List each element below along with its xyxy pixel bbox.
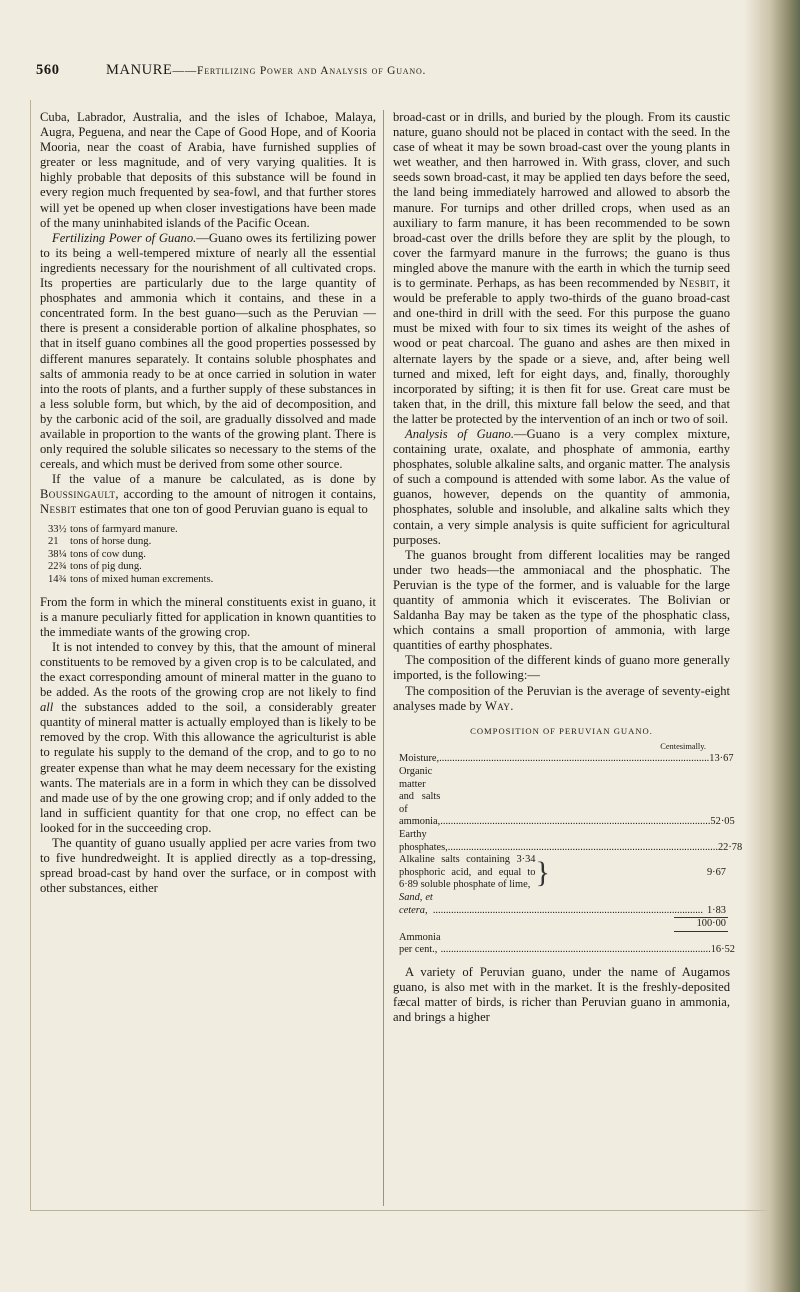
- paragraph: A variety of Peruvian guano, under the name of Augamos guano, is also met with in the market. It is the freshly-deposited fæcal matter of birds, is richer than Peruvian guano in ammonia, and brings a higher: [393, 964, 730, 1025]
- page-number: 560: [36, 62, 60, 78]
- paragraph-text: .: [510, 698, 514, 713]
- table-row: [399, 829, 743, 854]
- row-value: 9·67: [706, 866, 726, 878]
- row-label: Moisture,: [399, 753, 440, 765]
- author-name: Boussingault: [40, 487, 116, 502]
- running-title-sub: ——Fertilizing Power and Analysis of Guano.: [172, 65, 427, 77]
- paragraph-text: estimates that one ton of good Peruvian guano is equal to: [76, 502, 368, 517]
- left-column: [40, 110, 376, 896]
- paragraph-analysis: [393, 427, 730, 548]
- leader-dots: ........................................................................................................: [440, 944, 711, 956]
- list-text: tons of horse dung.: [70, 536, 152, 548]
- composition-table: [399, 741, 743, 957]
- paragraph-text: If the value of a manure be calculated, as is done by: [52, 472, 376, 487]
- table-row: [399, 892, 730, 917]
- table-row: [399, 753, 734, 766]
- paragraph-text: the substances added to the soil, a considerably greater quantity of mineral matter is actually employed than is likely to be removed by the crop. With this allowance the agriculturist is able to regulate his supply to the demand of the crop, and to go to no greater expense than what he may deem necessary for the existing wants. The materials are in a form in which they can be dissolved and made use of by the one growing crop; and if only added to the land in sufficient quantity for that one crop, no effect can be looked for in the succeeding crop.: [40, 700, 376, 835]
- list-item: [48, 561, 376, 574]
- leader-dots: ........................................................................................................: [439, 753, 710, 765]
- list-item: [48, 549, 376, 562]
- author-name: Way: [484, 698, 511, 713]
- paragraph-fertilizing-power: [40, 231, 376, 473]
- list-quantity: 14¾: [48, 573, 67, 585]
- running-title: [106, 62, 426, 79]
- author-name: Nesbit: [679, 276, 716, 291]
- row-value: 16·52: [710, 944, 735, 956]
- paragraph: The composition of the different kinds of guano more generally imported, is the following:—: [393, 653, 730, 683]
- leader-dots: ........................................................................................................: [440, 816, 711, 828]
- row-label: Organic matter and salts of ammonia,: [399, 766, 441, 828]
- list-text: tons of pig dung.: [70, 561, 142, 573]
- paragraph: Cuba, Labrador, Australia, and the isles of Ichaboe, Malaya, Augra, Peguena, and near the Cape of Good Hope, and of Kooria Mooria, near the coast of Arabia, have furnished supplies of greater or less magnitude, and of very varying qualities. It is highly probable that deposits of this substance will be found in every region much frequented by sea-fowl, and that further stores will yet be opened up when closer investigations have been made of the many uninhabited islands of the Pacific Ocean.: [40, 110, 376, 230]
- emphasis: all: [40, 700, 54, 715]
- table-row: [399, 854, 730, 892]
- paragraph-text: , according to the amount of nitrogen it contains,: [115, 487, 376, 502]
- row-value: 1·83: [706, 904, 726, 916]
- paragraph-text: —Guano owes its fertilizing power to its being a well-tempered mixture of nearly all the essential ingredients necessary for the nourishment of all cultivated crops. Its properties are particularly due to the large quantity of phosphates and ammonia which it contains, and these in a concentrated form. In the best guano—such as the Peruvian —there is present a considerable portion of alkaline phosphates, so that in itself guano combines all the good properties possessed by different manures separately. It contains soluble phosphates and salts of ammonia ready to be at once carried in solution in water into the roots of plants, and a further supply of these substances in a less soluble form, but which, by the aid of decomposition, and by the carbonic acid of the soil, are gradually dissolved and made available in proportion to the wants of the growing plant. There is only required the soluble silicates so necessary to the stems of the cereals, and which must be derived from some other source.: [40, 230, 376, 472]
- leader-dots: ........................................................................................................: [447, 841, 718, 853]
- running-header: [36, 62, 736, 86]
- list-item: [48, 574, 376, 587]
- bottom-rule: [30, 1210, 770, 1211]
- leader-dots: ........................................................................................................: [432, 904, 703, 916]
- list-text: tons of mixed human excrements.: [70, 573, 214, 585]
- list-text: tons of cow dung.: [70, 548, 146, 560]
- paragraph: From the form in which the mineral constituents exist in guano, it is a manure peculiarly fitted for application in known quantities to the immediate wants of the growing crop.: [40, 594, 376, 639]
- list-quantity: 33½: [48, 523, 67, 535]
- paragraph-text: —Guano is a very complex mixture, containing urate, oxalate, and phosphate of ammonia, earthy phosphates, soluble alkaline salts, and organic matter. The analysis of such a compound is attended with some labor. As the value of guanos, however, depends on the quantity of ammonia, phosphates, soluble and insoluble, and alkaline salts which they contain, a very simple analysis is quite sufficient for agricultural purposes.: [393, 426, 730, 547]
- section-heading: Fertilizing Power of Guano.: [52, 230, 197, 245]
- table-row: [399, 766, 735, 829]
- list-item: [48, 536, 376, 549]
- paragraph-way: [393, 684, 730, 714]
- paragraph-value: [40, 472, 376, 517]
- row-value: 22·78: [717, 841, 743, 853]
- row-label: Ammonia per cent.,: [399, 931, 441, 956]
- running-title-main: MANURE: [106, 62, 173, 78]
- column-divider: [383, 110, 384, 1206]
- row-value: 52·05: [710, 816, 735, 828]
- paragraph: The quantity of guano usually applied per acre varies from two to five hundredweight. It is applied directly as a top-dressing, spread broad-cast by hand over the surface, or in compost with other substances, either: [40, 836, 376, 896]
- paragraph-text: The composition of the Peruvian is the average of seventy-eight analyses made by: [393, 683, 730, 713]
- table-total: 100·00: [696, 918, 726, 930]
- composition-table-title: COMPOSITION OF PERUVIAN GUANO.: [470, 725, 653, 736]
- brace-glyph: }: [535, 856, 550, 890]
- paragraph-application: [393, 110, 730, 427]
- left-margin-rule: [30, 100, 31, 1210]
- list-quantity: 21: [48, 536, 59, 548]
- list-quantity: 38¼: [48, 548, 67, 560]
- equivalence-list: [48, 524, 376, 587]
- section-heading: Analysis of Guano.: [405, 426, 515, 441]
- paragraph: The guanos brought from different localities may be ranged under two heads—the ammoniacal and the phosphatic. The Peruvian is the type of the former, and is valuable for the large quantity of ammonia which it eviscerates. The Bolivian or Saldanha Bay may be taken as the type of the phosphatic class, which contains a small proportion of ammonia, with large quantities of earthy phosphates.: [393, 547, 730, 653]
- author-name: Nesbit: [40, 502, 77, 517]
- table-unit-header: Centesimally.: [660, 741, 706, 751]
- paragraph-text: It is not intended to convey by this, that the amount of mineral constituents to be removed by a given crop is to be calculated, and the exact corresponding amount of mineral matter in the guano to be added. As the roots of the growing crop are not likely to find: [40, 639, 376, 700]
- row-label: Sand, et cetera,: [399, 891, 433, 916]
- list-quantity: 22¾: [48, 561, 67, 573]
- row-value: 13·67: [709, 753, 734, 765]
- row-label: Alkaline salts containing 3·34 phosphoric acid, and equal to 6·89 soluble phosphate of lime,: [399, 854, 536, 891]
- paragraph-text: , it would be preferable to apply two-thirds of the guano broad-cast and one-third in drill with the seed. For this purpose the guano must be mixed with four to six times its weight of the ashes of wood or peat charcoal. The guano and ashes are then mixed in alternate layers by the spade or a sieve, and, after being well turned and mixed, left for eight days, and, finally, thoroughly incorporated by sifting; it is then fit for use. Great care must be taken that, in the drill, this mixture fall below the seed, and that the latter be protected by the intervention of an inch or two of soil.: [393, 276, 731, 426]
- paragraph-mineral: [40, 640, 376, 836]
- list-item: [48, 524, 376, 537]
- paragraph-text: broad-cast or in drills, and buried by the plough. From its caustic nature, guano should not be placed in contact with the seed. In the case of wheat it may be sown broad-cast over the young plants in wet weather, and then harrowed in. With grass, clover, and such seeds sown broad-cast, it may be applied ten days before the seed, the land being immediately harrowed and allowed to absorb the manure. For turnips and other drilled crops, when used as an auxiliary to farm manure, it has been recommended to be sown broad-cast over the drills before they are split by the plough, to cover the farmyard manure in the furrows; the guano is thus mingled above the manure with the earth in which the turnip seed is to germinate. Perhaps, as has been recommended by: [393, 110, 730, 291]
- page-edge-shadow: [744, 0, 800, 1292]
- row-label: Earthy phosphates,: [399, 829, 448, 853]
- table-row: [399, 931, 735, 957]
- list-text: tons of farmyard manure.: [70, 523, 178, 535]
- right-column: [393, 110, 743, 1025]
